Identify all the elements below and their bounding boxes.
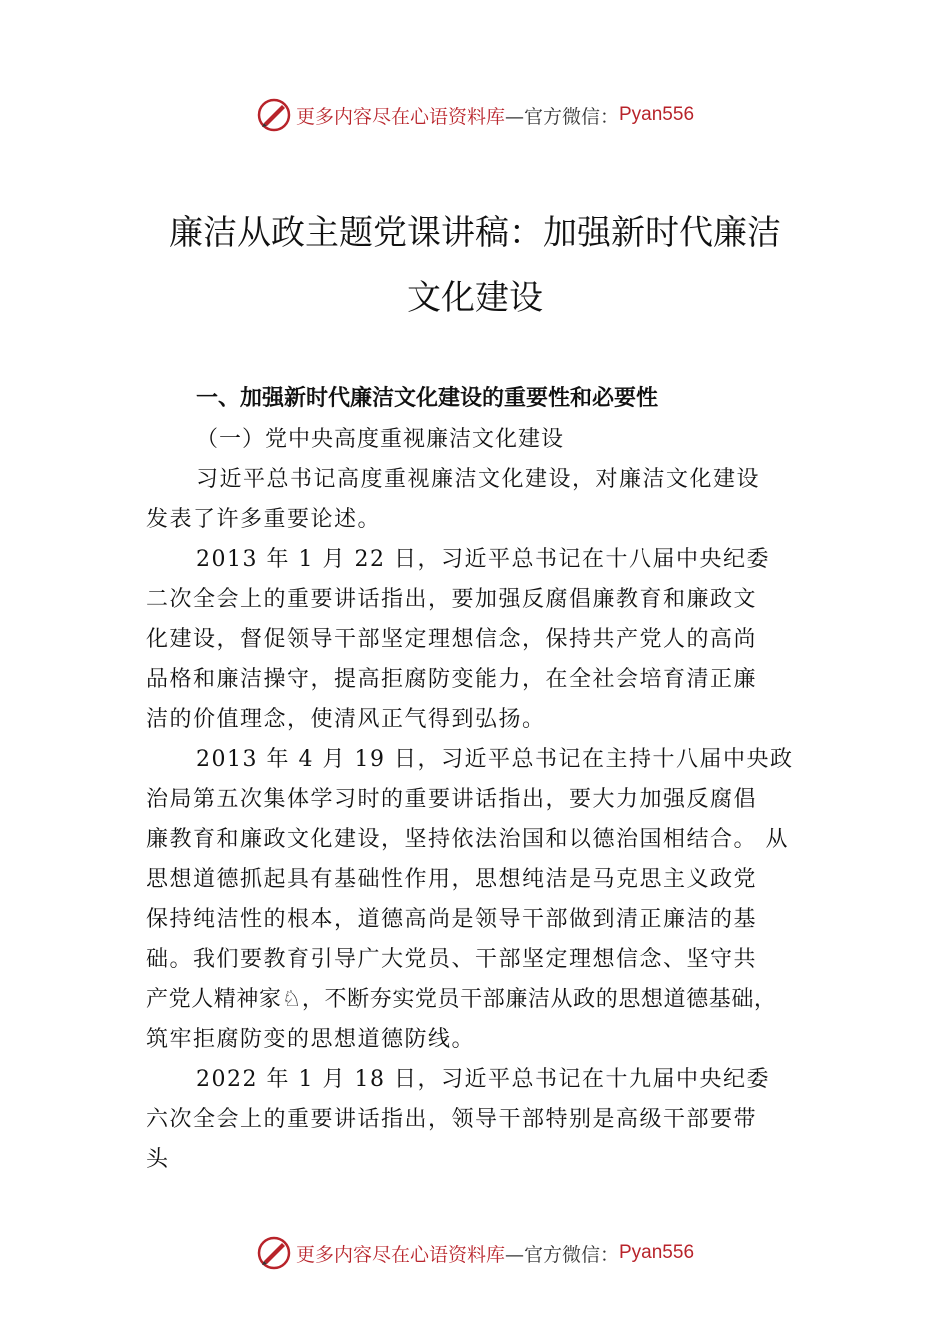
banner-lead-text: 更多内容尽在心语资料库	[295, 105, 505, 128]
body-line: 发表了许多重要论述。	[146, 507, 382, 532]
subsection-heading: （一）党中央高度重视廉洁文化建设	[196, 427, 565, 452]
body-line: 二次全会上的重要讲话指出，要加强反腐倡廉教育和廉政文	[146, 587, 758, 612]
body-line: 廉教育和廉政文化建设，坚持依法治国和以德治国相结合。 从	[146, 827, 789, 852]
banner-wechat-label: —官方微信：	[504, 105, 619, 128]
section-heading: 一、加强新时代廉洁文化建设的重要性和必要性	[196, 386, 659, 411]
body-line: 2013 年 1 月 22 日，习近平总书记在十八届中央纪委	[196, 547, 770, 572]
body-line: 础。我们要教育引导广大党员、干部坚定理想信念、坚守共	[146, 947, 758, 972]
banner-lead-text: 更多内容尽在心语资料库	[295, 1243, 505, 1266]
header-banner	[0, 95, 950, 135]
body-line: 产党人精神家♘，不断夯实党员干部廉洁从政的思想道德基础，	[146, 987, 777, 1012]
body-line: 筑牢拒腐防变的思想道德防线。	[146, 1027, 476, 1052]
body-line: 2022 年 1 月 18 日，习近平总书记在十九届中央纪委	[196, 1067, 770, 1092]
document-title-line-2: 文化建设	[407, 278, 543, 318]
banner-wechat-label: —官方微信：	[504, 1243, 619, 1266]
body-line: 化建设，督促领导干部坚定理想信念，保持共产党人的高尚	[146, 627, 758, 652]
banner-wechat-id: Pyan556	[619, 1242, 695, 1263]
body-line: 洁的价值理念，使清风正气得到弘扬。	[146, 707, 546, 732]
body-line: 保持纯洁性的根本，道德高尚是领导干部做到清正廉洁的基	[146, 907, 758, 932]
banner-wechat-id: Pyan556	[619, 104, 695, 125]
pen-logo-icon	[256, 1235, 292, 1271]
body-line: 头	[146, 1147, 170, 1172]
document-title-line-1: 廉洁从政主题党课讲稿：加强新时代廉洁	[169, 213, 781, 253]
body-line: 六次全会上的重要讲话指出，领导干部特别是高级干部要带	[146, 1107, 758, 1132]
body-line: 习近平总书记高度重视廉洁文化建设，对廉洁文化建设	[196, 467, 761, 492]
body-line: 品格和廉洁操守，提高拒腐防变能力，在全社会培育清正廉	[146, 667, 758, 692]
pen-logo-icon	[256, 97, 292, 133]
body-line: 2013 年 4 月 19 日，习近平总书记在主持十八届中央政	[196, 747, 794, 772]
body-line: 治局第五次集体学习时的重要讲话指出，要大力加强反腐倡	[146, 787, 758, 812]
body-line: 思想道德抓起具有基础性作用，思想纯洁是马克思主义政党	[146, 867, 758, 892]
footer-banner	[0, 1233, 950, 1273]
